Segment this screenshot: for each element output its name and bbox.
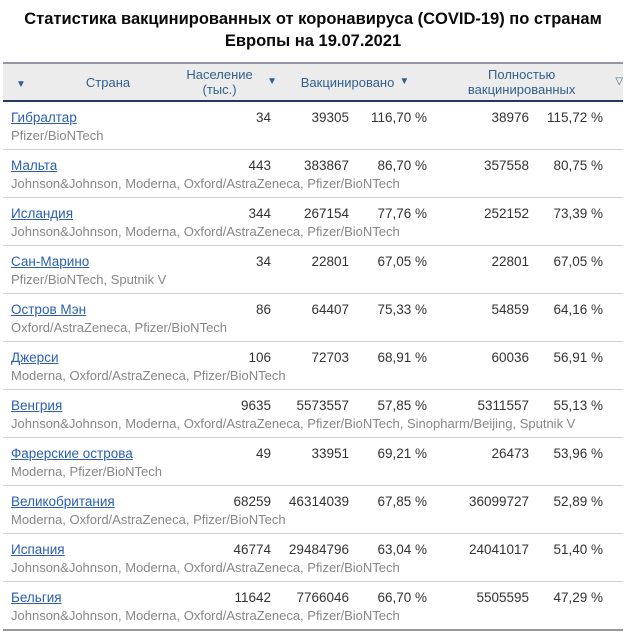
table-row bbox=[3, 246, 623, 272]
vaccines-row bbox=[3, 319, 623, 342]
vaccines-list: Johnson&Johnson, Moderna, Oxford/AstraZeneca, Pfizer/BioNTech bbox=[3, 223, 623, 246]
population-value: 443 bbox=[248, 158, 271, 173]
column-header-vaccinated-label: Вакцинировано bbox=[300, 74, 395, 90]
fully-vaccinated-count: 60036 bbox=[491, 350, 530, 365]
fully-vaccinated-count: 252152 bbox=[483, 206, 530, 221]
country-link[interactable]: Исландия bbox=[11, 206, 74, 221]
column-header-population-label: Население (тыс.) bbox=[186, 67, 253, 97]
population-value: 46774 bbox=[233, 542, 271, 557]
fully-vaccinated-sort-icon[interactable]: ▽ bbox=[615, 76, 624, 87]
vaccinated-percent: 66,70 % bbox=[377, 590, 428, 605]
population-value: 344 bbox=[248, 206, 271, 221]
vaccinated-sort-icon[interactable]: ▼ bbox=[399, 76, 410, 87]
table-row bbox=[3, 582, 623, 608]
vaccinated-percent: 67,05 % bbox=[377, 254, 428, 269]
vaccines-row bbox=[3, 367, 623, 390]
vaccines-list: Pfizer/BioNTech, Sputnik V bbox=[3, 271, 623, 294]
fully-vaccinated-count: 357558 bbox=[483, 158, 530, 173]
vaccinated-percent: 63,04 % bbox=[377, 542, 428, 557]
vaccines-row bbox=[3, 223, 623, 246]
country-link[interactable]: Сан-Марино bbox=[11, 254, 90, 269]
country-link[interactable]: Мальта bbox=[11, 158, 58, 173]
vaccines-list: Johnson&Johnson, Moderna, Oxford/AstraZeneca, Pfizer/BioNTech bbox=[3, 607, 623, 630]
country-link[interactable]: Остров Мэн bbox=[11, 302, 87, 317]
population-value: 9635 bbox=[240, 398, 271, 413]
vaccinated-count: 29484796 bbox=[288, 542, 349, 557]
fully-vaccinated-percent: 47,29 % bbox=[553, 590, 604, 605]
table-row bbox=[3, 198, 623, 224]
vaccines-row bbox=[3, 463, 623, 486]
country-link[interactable]: Гибралтар bbox=[11, 110, 77, 125]
vaccines-row bbox=[3, 175, 623, 198]
fully-vaccinated-percent: 55,13 % bbox=[553, 398, 604, 413]
vaccination-stats-table bbox=[3, 62, 623, 631]
table-row bbox=[3, 390, 623, 416]
vaccinated-percent: 57,85 % bbox=[377, 398, 428, 413]
vaccines-list: Moderna, Pfizer/BioNTech bbox=[3, 463, 623, 486]
vaccines-row bbox=[3, 511, 623, 534]
vaccines-list: Oxford/AstraZeneca, Pfizer/BioNTech bbox=[3, 319, 623, 342]
fully-vaccinated-percent: 80,75 % bbox=[553, 158, 604, 173]
fully-vaccinated-percent: 52,89 % bbox=[553, 494, 604, 509]
vaccines-list: Moderna, Oxford/AstraZeneca, Pfizer/BioNTech bbox=[3, 367, 623, 390]
vaccines-row bbox=[3, 271, 623, 294]
vaccinated-count: 72703 bbox=[311, 350, 349, 365]
population-value: 34 bbox=[255, 254, 271, 269]
vaccines-list: Moderna, Oxford/AstraZeneca, Pfizer/BioNTech bbox=[3, 511, 623, 534]
population-value: 68259 bbox=[233, 494, 271, 509]
population-value: 86 bbox=[255, 302, 271, 317]
sort-desc-icon[interactable]: ▼ bbox=[16, 78, 26, 90]
fully-vaccinated-count: 26473 bbox=[491, 446, 530, 461]
vaccinated-percent: 116,70 % bbox=[370, 110, 428, 125]
column-header-fully-vaccinated-label: Полностью вакцинированных bbox=[467, 67, 576, 97]
fully-vaccinated-count: 22801 bbox=[491, 254, 530, 269]
vaccinated-percent: 69,21 % bbox=[377, 446, 428, 461]
vaccinated-percent: 86,70 % bbox=[377, 158, 428, 173]
fully-vaccinated-percent: 53,96 % bbox=[553, 446, 604, 461]
vaccines-list: Johnson&Johnson, Moderna, Oxford/AstraZeneca, Pfizer/BioNTech bbox=[3, 175, 623, 198]
column-header-fully-vaccinated[interactable] bbox=[433, 63, 623, 101]
fully-vaccinated-percent: 64,16 % bbox=[553, 302, 604, 317]
vaccines-list: Johnson&Johnson, Moderna, Oxford/AstraZeneca, Pfizer/BioNTech, Sinopharm/Beijing, Sputnik V bbox=[3, 415, 623, 438]
fully-vaccinated-percent: 67,05 % bbox=[553, 254, 604, 269]
population-value: 11642 bbox=[234, 590, 271, 605]
vaccinated-count: 7766046 bbox=[296, 590, 349, 605]
fully-vaccinated-count: 36099727 bbox=[468, 494, 530, 509]
vaccines-list: Pfizer/BioNTech bbox=[3, 127, 623, 150]
fully-vaccinated-count: 54859 bbox=[491, 302, 530, 317]
table-row bbox=[3, 101, 623, 127]
table-row bbox=[3, 486, 623, 512]
table-row bbox=[3, 150, 623, 176]
table-row bbox=[3, 534, 623, 560]
vaccinated-count: 33951 bbox=[311, 446, 349, 461]
vaccines-row bbox=[3, 127, 623, 150]
country-link[interactable]: Испания bbox=[11, 542, 65, 557]
population-sort-icon[interactable]: ▼ bbox=[267, 76, 277, 87]
vaccinated-percent: 67,85 % bbox=[377, 494, 428, 509]
vaccinated-count: 64407 bbox=[311, 302, 349, 317]
vaccines-row bbox=[3, 559, 623, 582]
vaccinated-count: 267154 bbox=[303, 206, 349, 221]
country-link[interactable]: Джерси bbox=[11, 350, 59, 365]
fully-vaccinated-count: 24041017 bbox=[468, 542, 530, 557]
table-row bbox=[3, 342, 623, 368]
vaccines-list: Johnson&Johnson, Moderna, Oxford/AstraZeneca, Pfizer/BioNTech bbox=[3, 559, 623, 582]
population-value: 49 bbox=[255, 446, 271, 461]
table-header-row bbox=[3, 63, 623, 101]
country-link[interactable]: Великобритания bbox=[11, 494, 115, 509]
vaccines-row bbox=[3, 415, 623, 438]
vaccinated-count: 46314039 bbox=[288, 494, 349, 509]
page-title: Статистика вакцинированных от коронавируса (COVID-19) по странам Европы на 19.07.2021 bbox=[24, 10, 602, 50]
vaccinated-count: 39305 bbox=[311, 110, 349, 125]
country-link[interactable]: Фарерские острова bbox=[11, 446, 133, 461]
country-link[interactable]: Бельгия bbox=[11, 590, 62, 605]
vaccinated-percent: 75,33 % bbox=[377, 302, 428, 317]
vaccines-row bbox=[3, 607, 623, 630]
vaccinated-count: 22801 bbox=[311, 254, 349, 269]
country-link[interactable]: Венгрия bbox=[11, 398, 63, 413]
fully-vaccinated-count: 5505595 bbox=[476, 590, 530, 605]
population-value: 106 bbox=[248, 350, 271, 365]
vaccinated-count: 5573557 bbox=[296, 398, 349, 413]
column-header-country-label: Страна bbox=[85, 74, 131, 90]
column-header-population[interactable] bbox=[177, 63, 277, 101]
table-row bbox=[3, 438, 623, 464]
fully-vaccinated-percent: 56,91 % bbox=[553, 350, 604, 365]
population-value: 34 bbox=[255, 110, 271, 125]
fully-vaccinated-count: 38976 bbox=[491, 110, 530, 125]
vaccinated-percent: 68,91 % bbox=[377, 350, 428, 365]
fully-vaccinated-percent: 115,72 % bbox=[546, 110, 604, 125]
column-header-vaccinated[interactable] bbox=[277, 63, 433, 101]
fully-vaccinated-percent: 51,40 % bbox=[553, 542, 604, 557]
fully-vaccinated-count: 5311557 bbox=[477, 398, 530, 413]
column-header-country bbox=[39, 63, 177, 101]
country-sort-header[interactable] bbox=[3, 63, 39, 101]
vaccinated-percent: 77,76 % bbox=[377, 206, 428, 221]
table-row bbox=[3, 294, 623, 320]
vaccinated-count: 383867 bbox=[303, 158, 349, 173]
fully-vaccinated-percent: 73,39 % bbox=[553, 206, 604, 221]
